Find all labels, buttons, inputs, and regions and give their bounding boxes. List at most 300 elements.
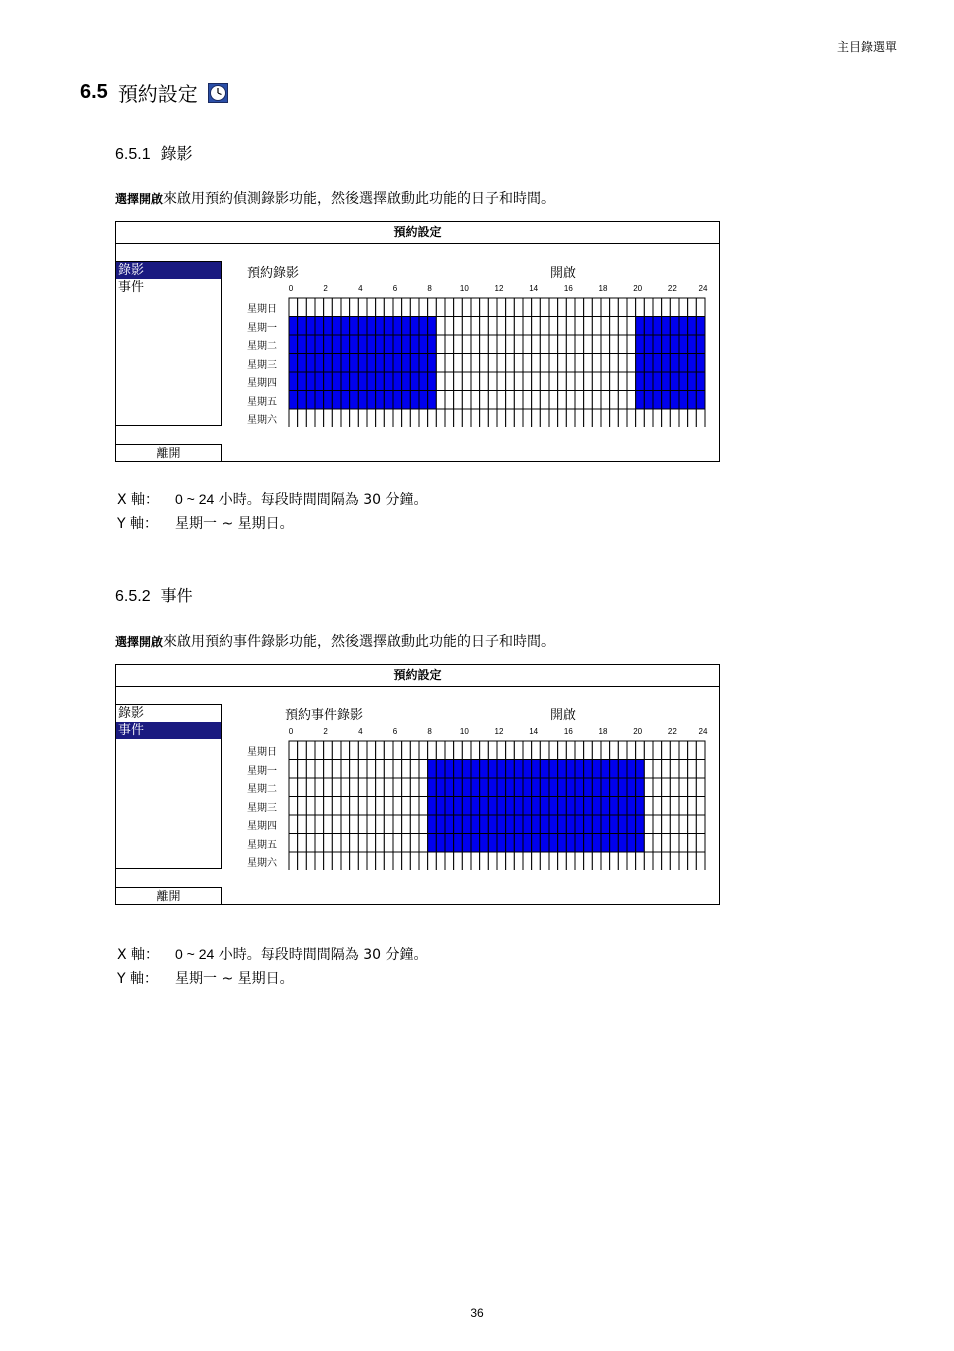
schedule-cell-active[interactable] <box>575 834 584 853</box>
schedule-cell[interactable] <box>653 409 662 427</box>
schedule-cell-active[interactable] <box>315 372 324 391</box>
schedule-cell[interactable] <box>549 741 558 760</box>
schedule-cell[interactable] <box>506 391 515 410</box>
schedule-cell-active[interactable] <box>298 372 307 391</box>
schedule-cell[interactable] <box>532 741 541 760</box>
schedule-cell[interactable] <box>462 372 471 391</box>
schedule-cell[interactable] <box>445 298 454 317</box>
schedule-cell[interactable] <box>566 391 575 410</box>
schedule-cell-active[interactable] <box>471 834 480 853</box>
schedule-cell[interactable] <box>445 354 454 373</box>
schedule-cell-active[interactable] <box>610 797 619 816</box>
schedule-cell[interactable] <box>315 834 324 853</box>
schedule-cell[interactable] <box>497 335 506 354</box>
schedule-cell[interactable] <box>324 298 333 317</box>
schedule-cell-active[interactable] <box>523 778 532 797</box>
schedule-cell[interactable] <box>306 797 315 816</box>
schedule-cell[interactable] <box>350 760 359 779</box>
schedule-cell[interactable] <box>384 852 393 870</box>
schedule-cell[interactable] <box>653 815 662 834</box>
schedule-cell-active[interactable] <box>350 335 359 354</box>
schedule-cell[interactable] <box>471 335 480 354</box>
schedule-cell[interactable] <box>454 298 463 317</box>
schedule-cell[interactable] <box>324 741 333 760</box>
schedule-cell-active[interactable] <box>350 317 359 336</box>
schedule-cell[interactable] <box>315 852 324 870</box>
schedule-cell[interactable] <box>306 741 315 760</box>
schedule-cell[interactable] <box>627 391 636 410</box>
schedule-cell-active[interactable] <box>540 797 549 816</box>
schedule-cell-active[interactable] <box>558 797 567 816</box>
schedule-cell-active[interactable] <box>376 354 385 373</box>
schedule-cell-active[interactable] <box>324 317 333 336</box>
schedule-cell[interactable] <box>558 409 567 427</box>
schedule-cell-active[interactable] <box>376 391 385 410</box>
schedule-cell-active[interactable] <box>428 391 437 410</box>
schedule-cell-active[interactable] <box>402 391 411 410</box>
schedule-cell[interactable] <box>566 741 575 760</box>
schedule-cell[interactable] <box>384 409 393 427</box>
schedule-cell-active[interactable] <box>376 372 385 391</box>
schedule-cell[interactable] <box>670 815 679 834</box>
schedule-cell-active[interactable] <box>428 335 437 354</box>
schedule-cell-active[interactable] <box>376 335 385 354</box>
schedule-cell[interactable] <box>454 372 463 391</box>
schedule-cell[interactable] <box>670 797 679 816</box>
schedule-cell[interactable] <box>610 741 619 760</box>
schedule-cell[interactable] <box>350 834 359 853</box>
schedule-cell[interactable] <box>393 815 402 834</box>
schedule-cell[interactable] <box>653 852 662 870</box>
schedule-cell[interactable] <box>480 409 489 427</box>
schedule-cell[interactable] <box>462 391 471 410</box>
schedule-cell[interactable] <box>298 815 307 834</box>
schedule-cell-active[interactable] <box>670 335 679 354</box>
schedule-cell[interactable] <box>670 298 679 317</box>
schedule-cell[interactable] <box>601 298 610 317</box>
schedule-cell-active[interactable] <box>584 815 593 834</box>
schedule-cell-active[interactable] <box>575 815 584 834</box>
schedule-cell-active[interactable] <box>540 815 549 834</box>
schedule-cell[interactable] <box>419 797 428 816</box>
schedule-cell-active[interactable] <box>601 778 610 797</box>
schedule-cell-active[interactable] <box>445 797 454 816</box>
schedule-cell[interactable] <box>644 409 653 427</box>
schedule-cell-active[interactable] <box>566 778 575 797</box>
schedule-cell[interactable] <box>402 298 411 317</box>
schedule-cell-active[interactable] <box>419 335 428 354</box>
schedule-cell-active[interactable] <box>618 778 627 797</box>
schedule-cell[interactable] <box>575 317 584 336</box>
schedule-cell[interactable] <box>462 409 471 427</box>
schedule-cell-active[interactable] <box>462 797 471 816</box>
schedule-cell[interactable] <box>610 409 619 427</box>
schedule-cell-active[interactable] <box>592 815 601 834</box>
schedule-cell[interactable] <box>558 317 567 336</box>
schedule-cell-active[interactable] <box>636 317 645 336</box>
schedule-cell[interactable] <box>696 834 705 853</box>
schedule-cell[interactable] <box>488 317 497 336</box>
schedule-cell-active[interactable] <box>367 354 376 373</box>
schedule-cell-active[interactable] <box>506 815 515 834</box>
schedule-cell-active[interactable] <box>445 834 454 853</box>
schedule-cell[interactable] <box>627 852 636 870</box>
schedule-cell[interactable] <box>688 409 697 427</box>
schedule-cell[interactable] <box>341 852 350 870</box>
schedule-cell-active[interactable] <box>584 760 593 779</box>
schedule-cell[interactable] <box>679 298 688 317</box>
schedule-cell[interactable] <box>575 372 584 391</box>
schedule-cell-active[interactable] <box>610 760 619 779</box>
schedule-cell-active[interactable] <box>402 354 411 373</box>
schedule-cell[interactable] <box>566 335 575 354</box>
schedule-cell[interactable] <box>514 335 523 354</box>
schedule-cell-active[interactable] <box>436 760 445 779</box>
schedule-cell-active[interactable] <box>428 317 437 336</box>
schedule-cell[interactable] <box>341 834 350 853</box>
schedule-cell-active[interactable] <box>471 797 480 816</box>
schedule-cell[interactable] <box>670 409 679 427</box>
schedule-cell[interactable] <box>679 741 688 760</box>
schedule-cell[interactable] <box>376 797 385 816</box>
schedule-cell-active[interactable] <box>662 317 671 336</box>
schedule-cell-active[interactable] <box>514 778 523 797</box>
schedule-cell[interactable] <box>376 409 385 427</box>
schedule-cell[interactable] <box>610 317 619 336</box>
schedule-cell[interactable] <box>497 317 506 336</box>
schedule-cell-active[interactable] <box>315 354 324 373</box>
schedule-cell[interactable] <box>584 741 593 760</box>
schedule-cell[interactable] <box>575 741 584 760</box>
schedule-cell-active[interactable] <box>601 815 610 834</box>
schedule-cell[interactable] <box>696 797 705 816</box>
schedule-cell-active[interactable] <box>540 778 549 797</box>
schedule-cell-active[interactable] <box>488 778 497 797</box>
schedule-cell[interactable] <box>480 335 489 354</box>
schedule-cell[interactable] <box>306 298 315 317</box>
schedule-cell[interactable] <box>549 409 558 427</box>
schedule-cell-active[interactable] <box>358 335 367 354</box>
schedule-cell[interactable] <box>350 797 359 816</box>
schedule-cell[interactable] <box>696 760 705 779</box>
schedule-cell[interactable] <box>696 815 705 834</box>
schedule-cell[interactable] <box>601 391 610 410</box>
schedule-cell-active[interactable] <box>454 760 463 779</box>
schedule-cell-active[interactable] <box>636 391 645 410</box>
schedule-cell-active[interactable] <box>549 760 558 779</box>
schedule-cell[interactable] <box>523 741 532 760</box>
schedule-cell[interactable] <box>436 372 445 391</box>
schedule-cell[interactable] <box>436 354 445 373</box>
schedule-cell-active[interactable] <box>445 760 454 779</box>
schedule-cell[interactable] <box>298 741 307 760</box>
schedule-cell[interactable] <box>384 741 393 760</box>
schedule-cell[interactable] <box>384 815 393 834</box>
schedule-cell[interactable] <box>506 741 515 760</box>
schedule-cell[interactable] <box>454 741 463 760</box>
schedule-cell-active[interactable] <box>696 391 705 410</box>
schedule-cell-active[interactable] <box>419 391 428 410</box>
schedule-cell[interactable] <box>462 335 471 354</box>
schedule-cell[interactable] <box>393 298 402 317</box>
schedule-cell-active[interactable] <box>341 317 350 336</box>
schedule-cell[interactable] <box>376 741 385 760</box>
schedule-cell[interactable] <box>670 834 679 853</box>
schedule-cell[interactable] <box>679 797 688 816</box>
schedule-cell-active[interactable] <box>696 335 705 354</box>
schedule-cell[interactable] <box>436 852 445 870</box>
schedule-cell[interactable] <box>688 815 697 834</box>
schedule-cell[interactable] <box>506 372 515 391</box>
schedule-cell[interactable] <box>393 778 402 797</box>
schedule-cell[interactable] <box>540 335 549 354</box>
schedule-cell[interactable] <box>410 834 419 853</box>
schedule-cell-active[interactable] <box>436 834 445 853</box>
schedule-cell[interactable] <box>419 778 428 797</box>
schedule-cell-active[interactable] <box>350 391 359 410</box>
schedule-cell-active[interactable] <box>358 391 367 410</box>
schedule-cell[interactable] <box>402 797 411 816</box>
schedule-cell[interactable] <box>662 815 671 834</box>
schedule-cell[interactable] <box>384 797 393 816</box>
schedule-cell[interactable] <box>471 317 480 336</box>
menu-item-event[interactable]: 事件 <box>116 722 221 739</box>
schedule-cell[interactable] <box>402 852 411 870</box>
schedule-cell[interactable] <box>480 741 489 760</box>
schedule-cell-active[interactable] <box>324 335 333 354</box>
schedule-cell-active[interactable] <box>306 354 315 373</box>
schedule-cell-active[interactable] <box>523 797 532 816</box>
schedule-cell[interactable] <box>358 778 367 797</box>
schedule-cell[interactable] <box>402 815 411 834</box>
schedule-cell[interactable] <box>627 354 636 373</box>
schedule-cell-active[interactable] <box>679 335 688 354</box>
schedule-cell-active[interactable] <box>584 797 593 816</box>
schedule-cell-active[interactable] <box>644 391 653 410</box>
schedule-cell-active[interactable] <box>540 760 549 779</box>
schedule-cell-active[interactable] <box>332 354 341 373</box>
schedule-cell[interactable] <box>402 760 411 779</box>
schedule-cell-active[interactable] <box>679 317 688 336</box>
schedule-cell-active[interactable] <box>618 815 627 834</box>
schedule-cell-active[interactable] <box>306 391 315 410</box>
schedule-cell-active[interactable] <box>636 760 645 779</box>
schedule-cell[interactable] <box>428 852 437 870</box>
schedule-cell[interactable] <box>393 852 402 870</box>
menu-item-record[interactable]: 錄影 <box>116 262 221 279</box>
schedule-cell-active[interactable] <box>289 354 298 373</box>
schedule-cell-active[interactable] <box>393 354 402 373</box>
schedule-cell-active[interactable] <box>471 778 480 797</box>
schedule-cell-active[interactable] <box>428 797 437 816</box>
schedule-cell-active[interactable] <box>471 815 480 834</box>
schedule-cell-active[interactable] <box>410 317 419 336</box>
schedule-cell[interactable] <box>601 741 610 760</box>
schedule-cell[interactable] <box>332 815 341 834</box>
schedule-cell[interactable] <box>644 797 653 816</box>
schedule-cell[interactable] <box>332 834 341 853</box>
schedule-cell[interactable] <box>488 391 497 410</box>
schedule-cell-active[interactable] <box>636 778 645 797</box>
schedule-cell[interactable] <box>402 778 411 797</box>
schedule-cell-active[interactable] <box>341 391 350 410</box>
schedule-cell-active[interactable] <box>523 760 532 779</box>
schedule-cell[interactable] <box>393 760 402 779</box>
schedule-cell-active[interactable] <box>289 372 298 391</box>
schedule-cell[interactable] <box>341 409 350 427</box>
schedule-cell[interactable] <box>584 852 593 870</box>
schedule-cell-active[interactable] <box>454 815 463 834</box>
schedule-cell[interactable] <box>601 409 610 427</box>
schedule-cell-active[interactable] <box>402 317 411 336</box>
schedule-cell[interactable] <box>341 815 350 834</box>
schedule-cell[interactable] <box>376 760 385 779</box>
schedule-cell[interactable] <box>644 741 653 760</box>
schedule-cell-active[interactable] <box>497 778 506 797</box>
schedule-cell[interactable] <box>445 372 454 391</box>
schedule-cell[interactable] <box>584 354 593 373</box>
schedule-cell[interactable] <box>454 317 463 336</box>
schedule-cell-active[interactable] <box>454 797 463 816</box>
schedule-cell-active[interactable] <box>289 317 298 336</box>
schedule-cell-active[interactable] <box>384 335 393 354</box>
schedule-cell[interactable] <box>532 354 541 373</box>
schedule-cell[interactable] <box>506 354 515 373</box>
schedule-cell[interactable] <box>644 778 653 797</box>
schedule-cell[interactable] <box>618 372 627 391</box>
schedule-cell[interactable] <box>662 852 671 870</box>
schedule-cell-active[interactable] <box>610 778 619 797</box>
schedule-cell[interactable] <box>402 741 411 760</box>
schedule-cell[interactable] <box>523 354 532 373</box>
schedule-cell-active[interactable] <box>670 391 679 410</box>
schedule-cell[interactable] <box>410 760 419 779</box>
schedule-cell-active[interactable] <box>627 797 636 816</box>
schedule-cell[interactable] <box>332 852 341 870</box>
schedule-cell[interactable] <box>670 760 679 779</box>
schedule-cell[interactable] <box>358 298 367 317</box>
schedule-cell-active[interactable] <box>627 834 636 853</box>
schedule-cell[interactable] <box>436 298 445 317</box>
schedule-cell[interactable] <box>445 741 454 760</box>
schedule-cell[interactable] <box>497 298 506 317</box>
schedule-cell-active[interactable] <box>618 797 627 816</box>
schedule-cell[interactable] <box>358 852 367 870</box>
schedule-cell[interactable] <box>532 298 541 317</box>
schedule-cell[interactable] <box>644 852 653 870</box>
schedule-cell-active[interactable] <box>644 354 653 373</box>
schedule-cell-active[interactable] <box>644 317 653 336</box>
schedule-cell[interactable] <box>410 409 419 427</box>
schedule-cell-active[interactable] <box>558 834 567 853</box>
schedule-cell-active[interactable] <box>601 797 610 816</box>
schedule-cell[interactable] <box>610 852 619 870</box>
schedule-cell[interactable] <box>618 335 627 354</box>
schedule-cell[interactable] <box>488 335 497 354</box>
schedule-cell[interactable] <box>523 335 532 354</box>
schedule-cell[interactable] <box>488 409 497 427</box>
schedule-cell[interactable] <box>592 391 601 410</box>
exit-button[interactable]: 離開 <box>116 887 222 905</box>
schedule-cell[interactable] <box>618 409 627 427</box>
schedule-cell[interactable] <box>488 741 497 760</box>
schedule-cell-active[interactable] <box>532 815 541 834</box>
schedule-cell[interactable] <box>298 298 307 317</box>
schedule-cell[interactable] <box>592 409 601 427</box>
schedule-cell-active[interactable] <box>636 335 645 354</box>
schedule-cell[interactable] <box>367 797 376 816</box>
schedule-cell-active[interactable] <box>436 815 445 834</box>
schedule-cell[interactable] <box>636 852 645 870</box>
schedule-cell[interactable] <box>532 409 541 427</box>
schedule-cell-active[interactable] <box>514 760 523 779</box>
schedule-cell[interactable] <box>324 409 333 427</box>
schedule-cell[interactable] <box>696 852 705 870</box>
schedule-cell[interactable] <box>636 409 645 427</box>
schedule-cell[interactable] <box>670 741 679 760</box>
schedule-cell-active[interactable] <box>636 834 645 853</box>
schedule-cell[interactable] <box>462 741 471 760</box>
schedule-cell[interactable] <box>376 852 385 870</box>
schedule-cell[interactable] <box>419 815 428 834</box>
schedule-cell-active[interactable] <box>506 760 515 779</box>
schedule-cell-active[interactable] <box>428 834 437 853</box>
schedule-cell[interactable] <box>454 335 463 354</box>
schedule-cell[interactable] <box>367 778 376 797</box>
schedule-cell-active[interactable] <box>436 797 445 816</box>
schedule-cell[interactable] <box>428 409 437 427</box>
schedule-cell[interactable] <box>402 834 411 853</box>
schedule-cell-active[interactable] <box>532 778 541 797</box>
schedule-cell[interactable] <box>341 760 350 779</box>
schedule-cell[interactable] <box>696 298 705 317</box>
schedule-cell-active[interactable] <box>532 797 541 816</box>
schedule-cell[interactable] <box>636 298 645 317</box>
schedule-cell[interactable] <box>332 298 341 317</box>
schedule-cell-active[interactable] <box>497 815 506 834</box>
schedule-cell[interactable] <box>688 760 697 779</box>
schedule-cell[interactable] <box>506 317 515 336</box>
schedule-cell[interactable] <box>653 834 662 853</box>
schedule-cell-active[interactable] <box>566 834 575 853</box>
schedule-cell[interactable] <box>688 298 697 317</box>
schedule-cell[interactable] <box>497 409 506 427</box>
schedule-cell[interactable] <box>480 391 489 410</box>
schedule-cell[interactable] <box>592 354 601 373</box>
schedule-cell[interactable] <box>332 409 341 427</box>
schedule-cell[interactable] <box>436 741 445 760</box>
schedule-cell-active[interactable] <box>662 372 671 391</box>
schedule-cell[interactable] <box>514 354 523 373</box>
schedule-cell[interactable] <box>523 852 532 870</box>
schedule-cell[interactable] <box>679 834 688 853</box>
schedule-cell[interactable] <box>367 760 376 779</box>
schedule-cell[interactable] <box>393 409 402 427</box>
schedule-cell[interactable] <box>688 778 697 797</box>
schedule-cell[interactable] <box>358 815 367 834</box>
schedule-cell-active[interactable] <box>636 354 645 373</box>
schedule-cell[interactable] <box>653 797 662 816</box>
schedule-cell[interactable] <box>358 409 367 427</box>
schedule-cell-active[interactable] <box>367 372 376 391</box>
schedule-cell[interactable] <box>662 409 671 427</box>
schedule-cell[interactable] <box>324 834 333 853</box>
schedule-cell-active[interactable] <box>480 778 489 797</box>
schedule-cell[interactable] <box>662 778 671 797</box>
schedule-cell[interactable] <box>584 391 593 410</box>
schedule-cell-active[interactable] <box>488 760 497 779</box>
schedule-cell[interactable] <box>575 391 584 410</box>
